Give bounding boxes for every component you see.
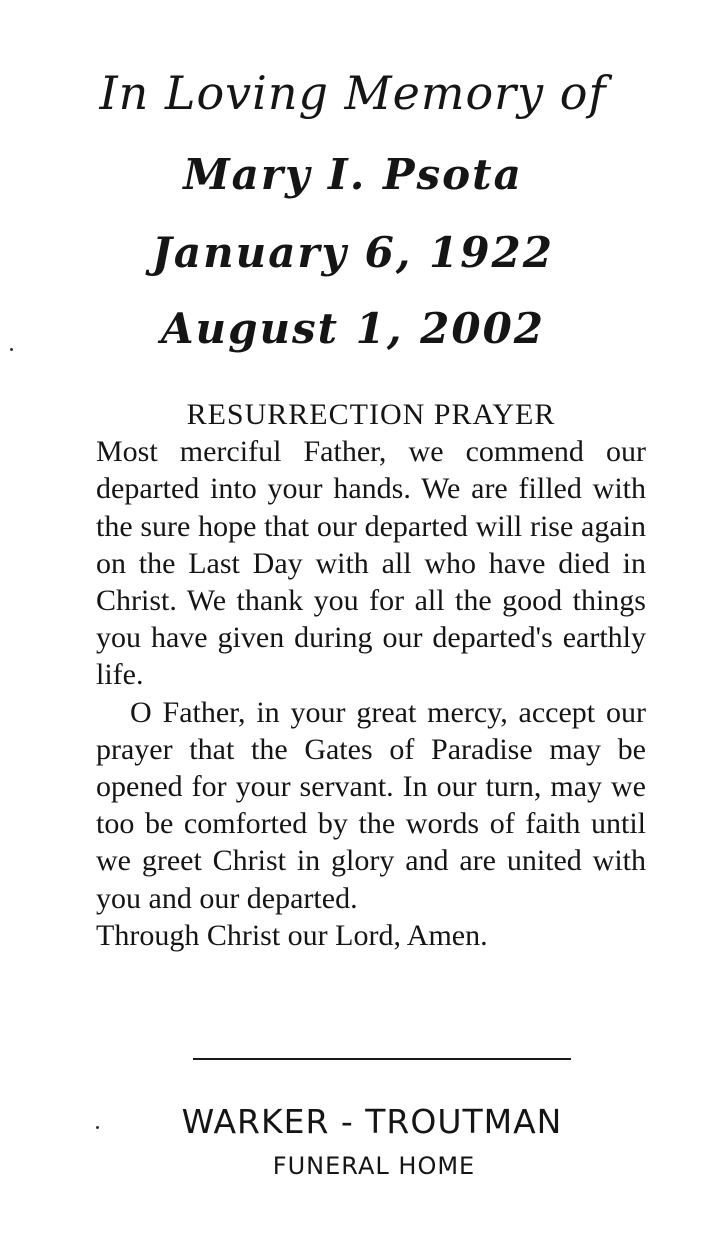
print-speck bbox=[96, 1126, 99, 1129]
prayer-paragraph-2: O Father, in your great mercy, accept our prayer that the Gates of Paradise may be opened for your servant. In our turn, may we too be comforted by the words of faith until we greet Christ in glory and are united with you and our departed. bbox=[96, 695, 646, 915]
prayer-block bbox=[96, 396, 646, 954]
memorial-heading: In Loving Memory of bbox=[99, 66, 607, 120]
prayer-title: RESURRECTION PRAYER bbox=[186, 398, 556, 431]
deceased-name: Mary I. Psota bbox=[183, 150, 523, 199]
funeral-home-name: WARKER - TROUTMAN bbox=[181, 1102, 563, 1141]
divider-rule bbox=[193, 1058, 571, 1060]
print-speck bbox=[10, 348, 13, 351]
death-date: August 1, 2002 bbox=[160, 304, 546, 353]
birth-date: January 6, 1922 bbox=[152, 228, 554, 277]
prayer-paragraph-1: Most merciful Father, we commend our departed into your hands. We are filled with the sure hope that our departed will rise again on the Last Day with all who have died in Christ. We thank you for all the good things you have given during our departed's earthly life. bbox=[96, 435, 646, 692]
funeral-home-subtitle: FUNERAL HOME bbox=[272, 1152, 476, 1180]
prayer-closing: Through Christ our Lord, Amen. bbox=[96, 918, 488, 952]
